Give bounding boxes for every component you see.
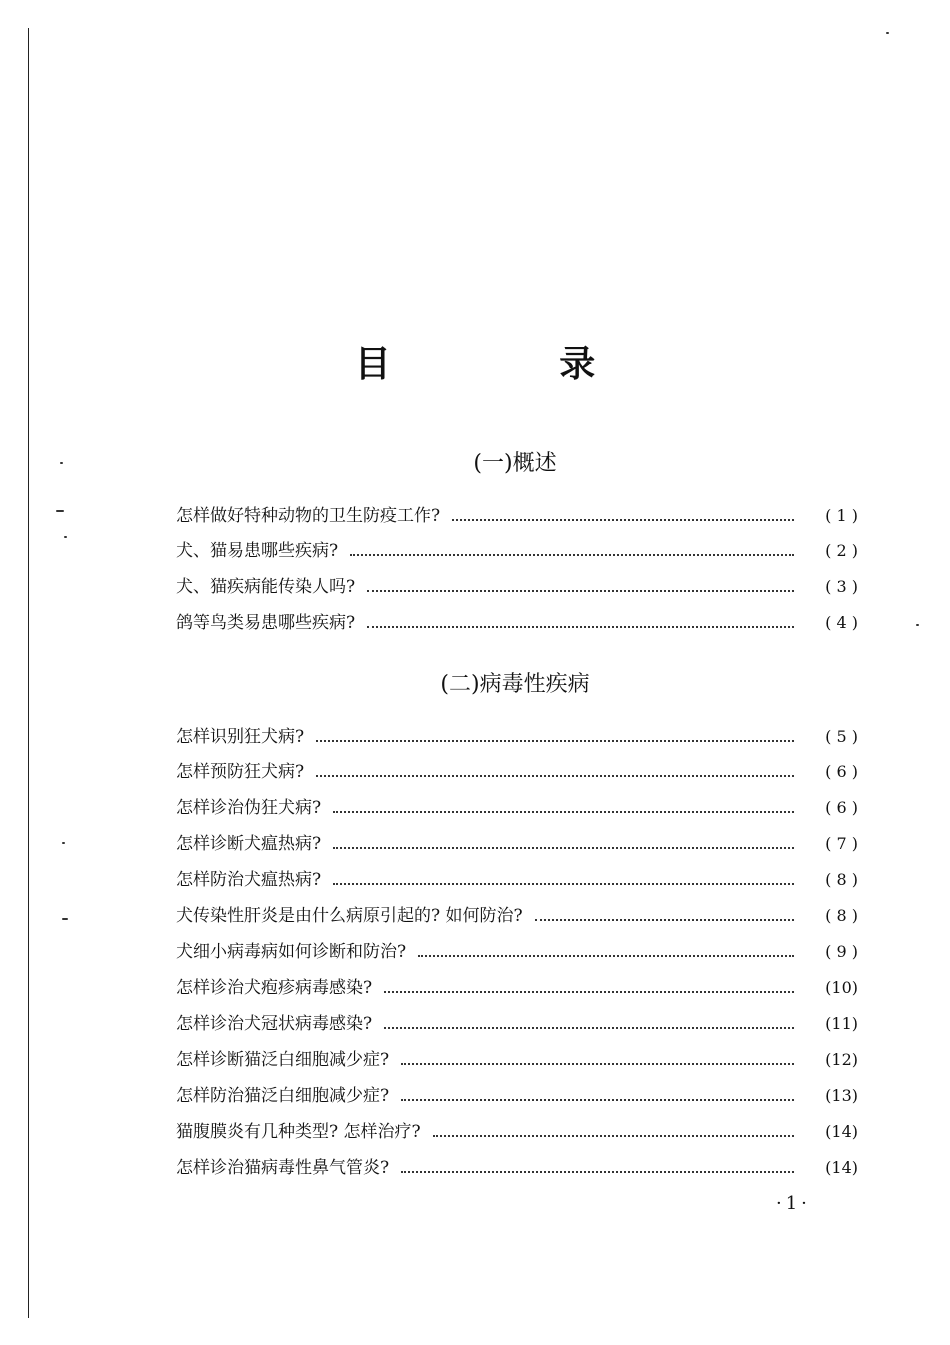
entry-page: (14) <box>825 1122 858 1141</box>
entry-page: (10) <box>825 978 858 997</box>
toc-entry[interactable] <box>176 832 858 856</box>
entry-page: ( 2 ) <box>825 541 858 560</box>
entry-page: (11) <box>825 1014 858 1033</box>
dot-leader <box>452 518 794 521</box>
toc-entry[interactable] <box>176 904 858 928</box>
dot-leader <box>333 882 794 885</box>
dot-leader <box>367 625 794 628</box>
dot-leader <box>333 810 794 813</box>
dot-leader <box>350 553 794 556</box>
dot-leader <box>401 1170 794 1173</box>
entry-title: 犬传染性肝炎是由什么病原引起的? 如何防治? <box>176 906 523 926</box>
entry-page: ( 3 ) <box>825 577 858 596</box>
section-heading: (一)概述 <box>473 451 557 476</box>
toc-entry[interactable] <box>176 1156 858 1180</box>
dot-leader <box>333 846 794 849</box>
entry-page: ( 6 ) <box>825 798 858 817</box>
scan-speck <box>62 842 65 844</box>
dot-leader <box>535 918 794 921</box>
dot-leader <box>401 1062 794 1065</box>
toc-entry[interactable] <box>176 725 858 749</box>
dot-leader <box>384 990 794 993</box>
entry-page: ( 1 ) <box>825 506 858 525</box>
entry-page: (13) <box>825 1086 858 1105</box>
entry-title: 猫腹膜炎有几种类型? 怎样治疗? <box>176 1122 421 1142</box>
section-heading: (二)病毒性疾病 <box>440 672 590 697</box>
entry-page: ( 5 ) <box>825 727 858 746</box>
entry-page: (12) <box>825 1050 858 1069</box>
entry-title: 怎样诊断猫泛白细胞减少症? <box>176 1050 390 1070</box>
entry-title: 犬、猫疾病能传染人吗? <box>176 577 356 597</box>
scan-speck <box>916 624 919 626</box>
toc-entry[interactable] <box>176 868 858 892</box>
scan-speck <box>64 536 67 538</box>
toc-entry[interactable] <box>176 1012 858 1036</box>
entry-title: 怎样诊治犬疱疹病毒感染? <box>176 978 373 998</box>
dot-leader <box>384 1026 794 1029</box>
entry-title: 怎样诊治犬冠状病毒感染? <box>176 1014 373 1034</box>
toc-entry[interactable] <box>176 504 858 528</box>
entry-page: ( 8 ) <box>825 870 858 889</box>
dot-leader <box>367 589 794 592</box>
entry-title: 怎样诊断犬瘟热病? <box>176 834 322 854</box>
scan-speck <box>886 32 889 34</box>
entry-page: (14) <box>825 1158 858 1177</box>
scan-speck <box>56 510 64 512</box>
entry-title: 怎样诊治伪狂犬病? <box>176 798 322 818</box>
dot-leader <box>316 774 794 777</box>
entry-title: 犬细小病毒病如何诊断和防治? <box>176 942 407 962</box>
entry-page: ( 7 ) <box>825 834 858 853</box>
entry-title: 怎样防治猫泛白细胞减少症? <box>176 1086 390 1106</box>
entry-page: ( 4 ) <box>825 613 858 632</box>
scan-speck <box>60 462 63 464</box>
page-title: 目 录 <box>354 344 674 385</box>
toc-entry[interactable] <box>176 976 858 1000</box>
entry-title: 怎样识别狂犬病? <box>176 727 305 747</box>
entry-page: ( 8 ) <box>825 906 858 925</box>
toc-entry[interactable] <box>176 575 858 599</box>
entry-title: 怎样诊治猫病毒性鼻气管炎? <box>176 1158 390 1178</box>
scan-speck <box>62 918 68 920</box>
toc-entry[interactable] <box>176 611 858 635</box>
toc-entry[interactable] <box>176 539 858 563</box>
entry-title: 怎样做好特种动物的卫生防疫工作? <box>176 506 441 526</box>
toc-entry[interactable] <box>176 1048 858 1072</box>
toc-entry[interactable] <box>176 1084 858 1108</box>
entry-title: 犬、猫易患哪些疾病? <box>176 541 339 561</box>
entry-page: ( 6 ) <box>825 762 858 781</box>
entry-title: 鸽等鸟类易患哪些疾病? <box>176 613 356 633</box>
toc-entry[interactable] <box>176 940 858 964</box>
dot-leader <box>316 739 794 742</box>
page-folio: ·1· <box>776 1193 811 1214</box>
dot-leader <box>418 954 794 957</box>
dot-leader <box>401 1098 794 1101</box>
entry-title: 怎样预防狂犬病? <box>176 762 305 782</box>
toc-entry[interactable] <box>176 1120 858 1144</box>
dot-leader <box>433 1134 794 1137</box>
toc-entry[interactable] <box>176 796 858 820</box>
entry-page: ( 9 ) <box>825 942 858 961</box>
toc-entry[interactable] <box>176 760 858 784</box>
entry-title: 怎样防治犬瘟热病? <box>176 870 322 890</box>
